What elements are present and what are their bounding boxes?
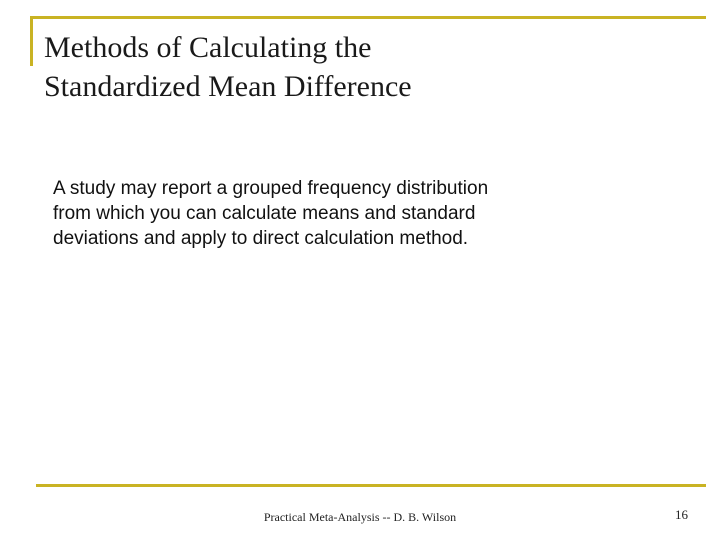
title-left-rule — [30, 16, 33, 66]
page-number: 16 — [675, 507, 688, 522]
footer-rule — [36, 484, 706, 487]
footer-text: Practical Meta-Analysis -- D. B. Wilson — [263, 510, 457, 524]
title-top-rule — [30, 16, 706, 19]
slide-body-text — [53, 176, 613, 251]
slide-title — [44, 28, 684, 106]
slide-title-line-1: Methods of Calculating the — [44, 31, 372, 64]
body-line-2: from which you can calculate means and standard — [53, 203, 476, 224]
slide-title-line-2: Standardized Mean Difference — [44, 70, 412, 103]
body-line-3: deviations and apply to direct calculation method. — [53, 228, 469, 249]
body-line-1: A study may report a grouped frequency distribution — [53, 178, 489, 199]
